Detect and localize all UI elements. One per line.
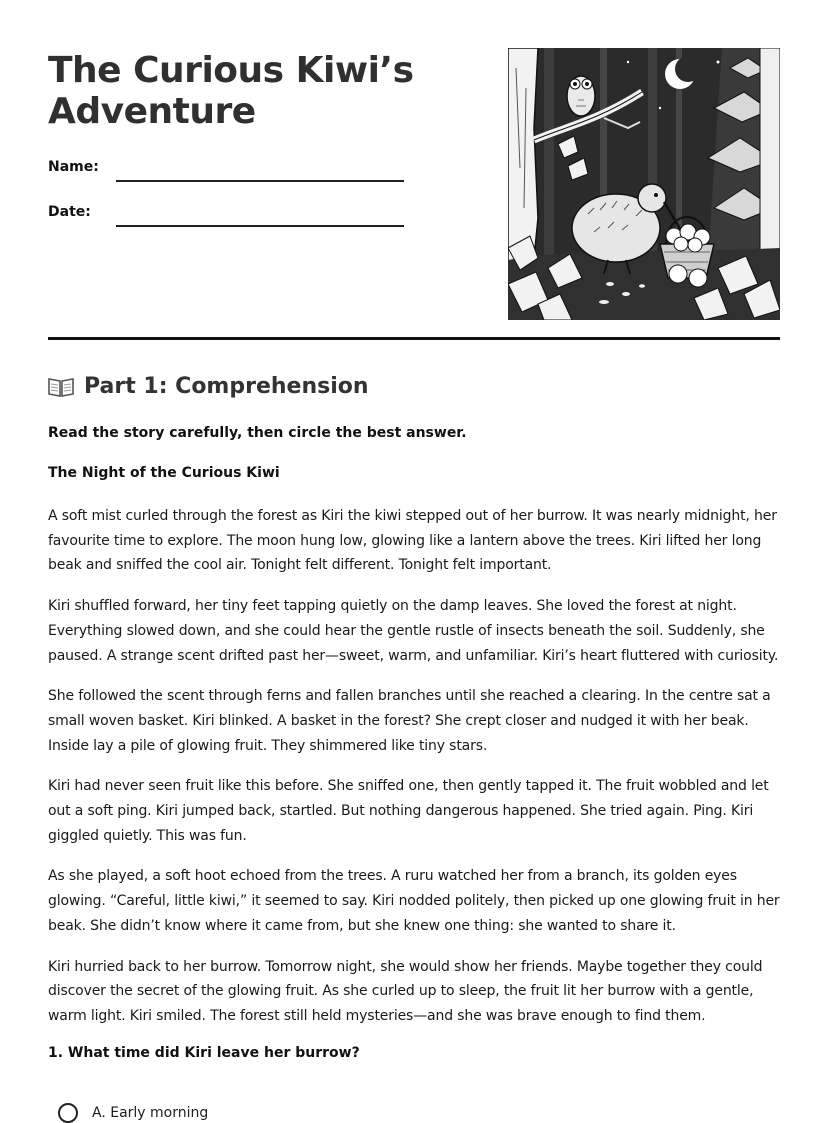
instructions: Read the story carefully, then circle the best answer. [48, 425, 467, 441]
name-line[interactable] [116, 180, 404, 182]
section-heading [48, 374, 369, 399]
owl-icon [567, 76, 595, 116]
section-title: Part 1: Comprehension [84, 374, 369, 399]
story-paragraph: Kiri shuffled forward, her tiny feet tapping quietly on the damp leaves. She loved the forest at night. Everything slowed down, and she could hear the gentle rustle of insects beneath the soil. Suddenly, she paused. A strange scent drifted past her—sweet, warm, and unfamiliar. Kiri’s heart fluttered with curiosity. [48, 598, 779, 664]
question-1: 1. What time did Kiri leave her burrow? [48, 1045, 360, 1061]
story-paragraph: A soft mist curled through the forest as Kiri the kiwi stepped out of her burrow. It was nearly midnight, her favourite time to explore. The moon hung low, glowing like a lantern above the trees. Kiri lifted her long beak and sniffed the cool air. Tonight felt different. Tonight felt important. [48, 508, 777, 574]
story-title: The Night of the Curious Kiwi [48, 465, 280, 481]
open-book-icon [48, 377, 74, 397]
answer-option-label: A. Early morning [92, 1105, 209, 1121]
story-paragraph: As she played, a soft hoot echoed from the trees. A ruru watched her from a branch, its golden eyes glowing. “Careful, little kiwi,” it seemed to say. Kiri nodded politely, then picked up one glowing fruit in her beak. She didn’t know where it came from, but she knew one thing: she wanted to share it. [48, 868, 780, 934]
story-paragraph: Kiri had never seen fruit like this before. She sniffed one, then gently tapped it. The fruit wobbled and let out a soft ping. Kiri jumped back, startled. But nothing dangerous happened. She tried again. Ping. Kiri giggled quietly. This was fun. [48, 778, 769, 844]
name-label: Name: [48, 159, 99, 175]
answer-option-a[interactable] [58, 1103, 208, 1123]
story-paragraph: She followed the scent through ferns and fallen branches until she reached a clearing. In the centre sat a small woven basket. Kiri blinked. A basket in the forest? She crept closer and nudged it with her beak. Inside lay a pile of glowing fruit. They shimmered like tiny stars. [48, 688, 771, 754]
story-illustration [508, 48, 780, 320]
date-label: Date: [48, 204, 91, 220]
date-line[interactable] [116, 225, 404, 227]
worksheet-title: The Curious Kiwi’s Adventure [48, 50, 414, 132]
header-divider [48, 337, 780, 340]
story-paragraph: Kiri hurried back to her burrow. Tomorrow night, she would show her friends. Maybe together they could discover the secret of the glowing fruit. As she curled up to sleep, the fruit lit her burrow with a gentle, warm light. Kiri smiled. The forest still held mysteries—and she was brave enough to find them. [48, 958, 763, 1024]
radio-circle-icon[interactable] [58, 1103, 78, 1123]
story-body [48, 504, 783, 1045]
